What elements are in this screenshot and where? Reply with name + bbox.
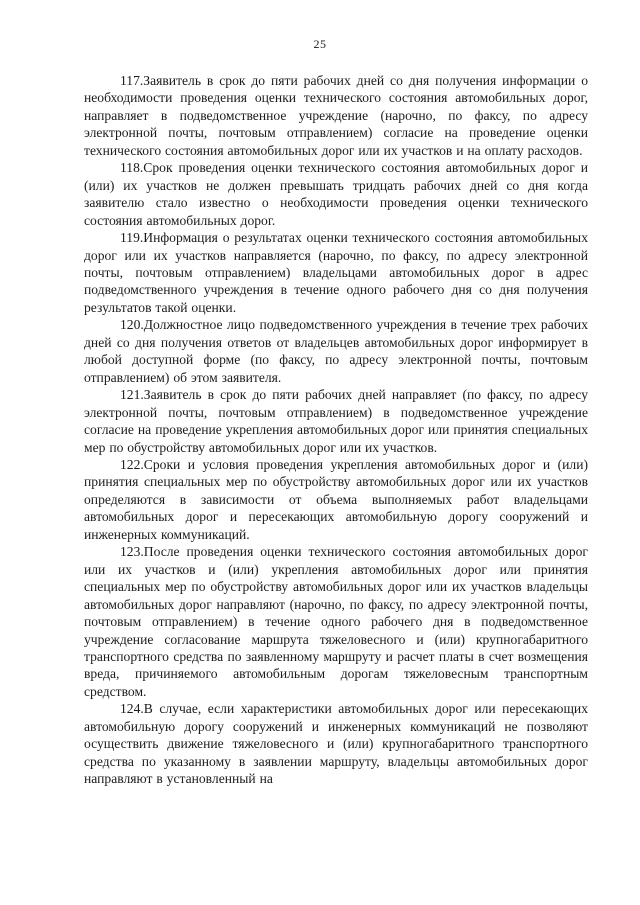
paragraph-120: 120.Должностное лицо подведомственного учреждения в течение трех рабочих дней со дня получения ответов от владельцев автомобильных дорог информирует в любой доступной форме (по факсу, по адресу электронной почты, почтовым отправлением) об этом заявителя. <box>84 317 588 385</box>
paragraph-117: 117.Заявитель в срок до пяти рабочих дней со дня получения информации о необходимости проведения оценки технического состояния автомобильных дорог, направляет в подведомственное учреждение (нарочно, по факсу, по адресу электронной почты, почтовым отправлением) согласие на проведение оценки технического состояния автомобильных дорог или их участков и на оплату расходов. <box>84 73 588 158</box>
paragraph-122: 122.Сроки и условия проведения укрепления автомобильных дорог и (или) принятия специальных мер по обустройству автомобильных дорог или их участков определяются в зависимости от объема выполняемых работ владельцами автомобильных дорог и пересекающих автомобильную дорогу сооружений и инженерных коммуникаций. <box>84 456 588 542</box>
paragraph-121: 121.Заявитель в срок до пяти рабочих дней направляет (по факсу, по адресу электронной почты, почтовым отправлением) в подведомственное учреждение согласие на проведение укрепления автомобильных дорог или принятия специальных мер по обустройству автомобильных дорог или их участков. <box>84 387 588 455</box>
document-body <box>84 72 588 788</box>
paragraph-124: 124.В случае, если характеристики автомобильных дорог или пересекающих автомобильную дорогу сооружений и инженерных коммуникаций не позволяют осуществить движение тяжеловесного и (или) крупногабаритного транспортного средства по указанному в заявлении маршруту, владельцы автомобильных дорог направляют в установленный на <box>84 701 588 787</box>
paragraph-118: 118.Срок проведения оценки технического состояния автомобильных дорог и (или) их участков не должен превышать тридцать рабочих дней со дня когда заявителю стало известно о необходимости проведения оценки технического состояния автомобильных дорог. <box>84 160 588 228</box>
page-number: 25 <box>313 37 327 51</box>
paragraph-119: 119.Информация о результатах оценки технического состояния автомобильных дорог или их участков направляется (нарочно, по факсу, по адресу электронной почты, почтовым отправлением) владельцами автомобильных дорог в адрес подведомственного учреждения в течение одного рабочего дня со дня получения результатов такой оценки. <box>84 230 588 315</box>
paragraph-123: 123.После проведения оценки технического состояния автомобильных дорог или их участков и (или) укрепления автомобильных дорог или принятия специальных мер по обустройству автомобильных дорог или их участков владельцы автомобильных дорог направляют (нарочно, по факсу, по адресу электронной почты, почтовым отправлением) в течение одного рабочего дня в подведомственное учреждение согласование маршрута тяжеловесного и (или) крупногабаритного транспортного средства по заявленному маршруту и расчет платы в счет возмещения вреда, причиняемого автомобильным дорогам тяжеловесным транспортным средством. <box>84 544 588 699</box>
